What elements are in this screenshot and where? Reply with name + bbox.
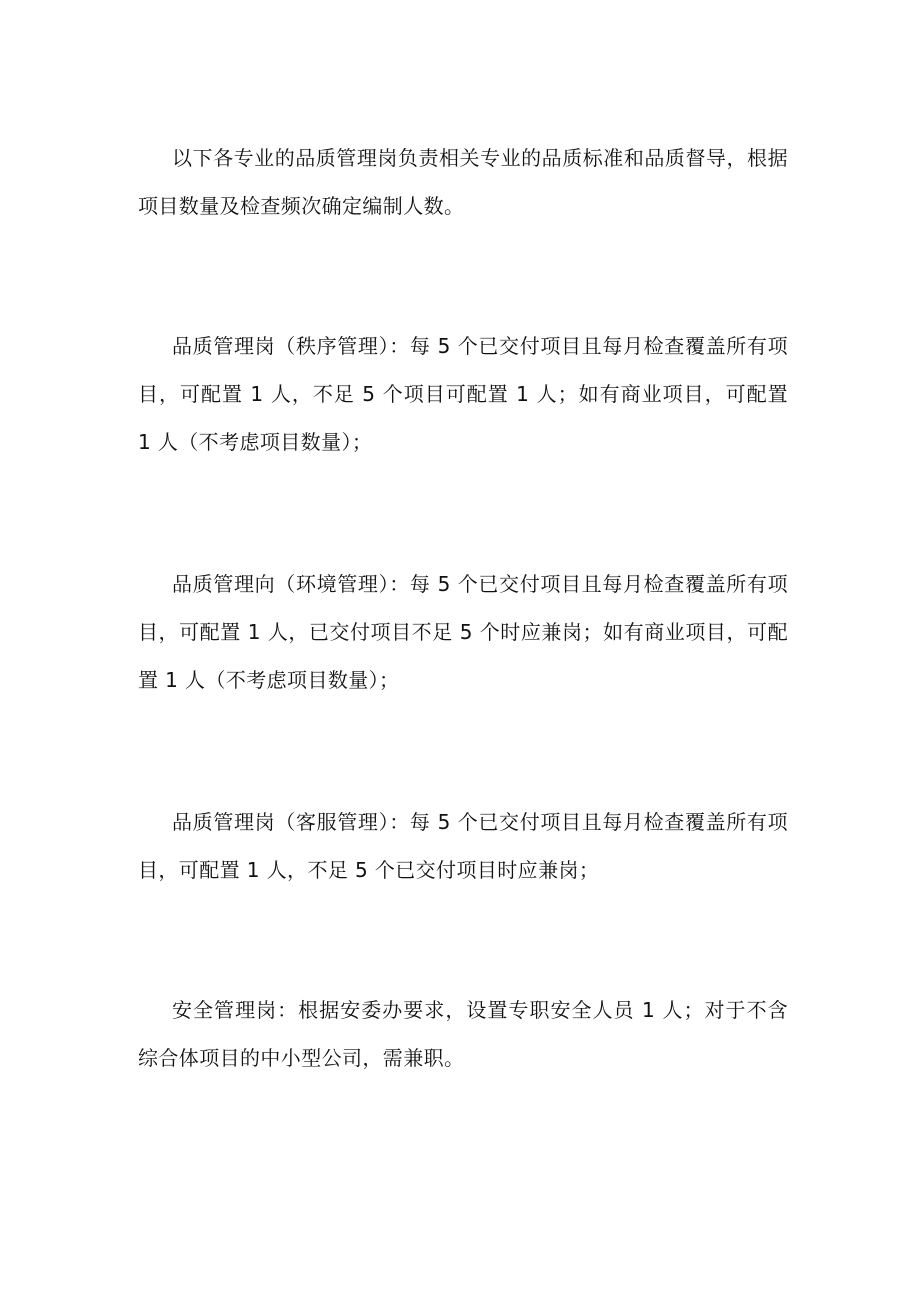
customer-service-paragraph: 品质管理岗（客服管理）：每 5 个已交付项目且每月检查覆盖所有项目，可配置 1 人，不足 5 个已交付项目时应兼岗； <box>138 810 788 882</box>
safety-management-paragraph: 安全管理岗：根据安委办要求，设置专职安全人员 1 人；对于不含综合体项目的中小型公司，需兼职。 <box>138 998 788 1070</box>
environment-management-paragraph: 品质管理向（环境管理）：每 5 个已交付项目且每月检查覆盖所有项目，可配置 1 人，已交付项目不足 5 个时应兼岗；如有商业项目，可配置 1 人（不考虑项目数量）； <box>138 572 788 692</box>
intro-paragraph: 以下各专业的品质管理岗负责相关专业的品质标准和品质督导，根据项目数量及检查频次确定编制人数。 <box>138 146 788 218</box>
order-management-paragraph: 品质管理岗（秩序管理）：每 5 个已交付项目且每月检查覆盖所有项目，可配置 1 人，不足 5 个项目可配置 1 人；如有商业项目，可配置 1 人（不考虑项目数量）； <box>138 334 788 454</box>
